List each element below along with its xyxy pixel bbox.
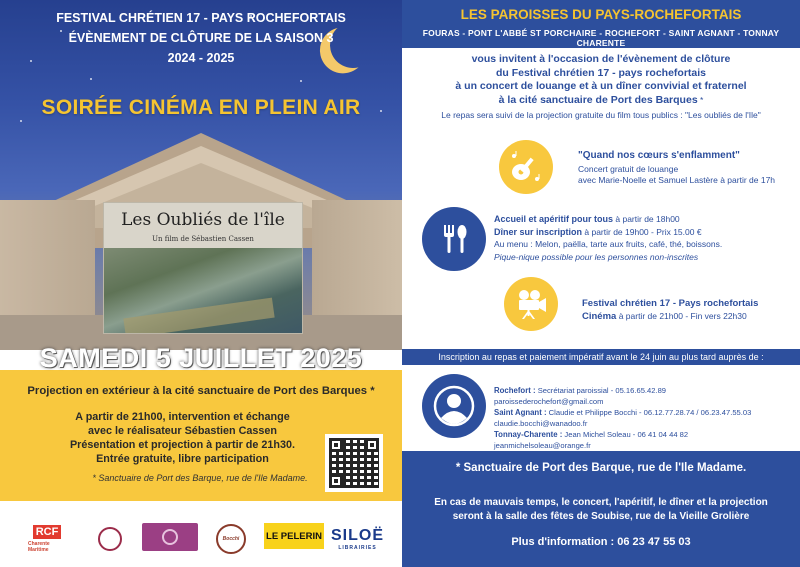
film-poster: [103, 202, 303, 334]
cinema-event: [582, 297, 800, 323]
invite-line: à un concert de louange et à un dîner convivial et fraternel: [455, 80, 747, 92]
contact-detail: Claudie et Philippe Bocchi - 06.12.77.28.74 / 06.23.47.55.03: [546, 408, 752, 417]
contact-label: Rochefort :: [494, 386, 536, 395]
address-note: * Sanctuaire de Port des Barque, rue de l'Ile Madame.: [92, 473, 308, 483]
festival-title: Festival chrétien 17 - Pays rochefortais: [582, 298, 759, 309]
concert-line: avec Marie-Noelle et Samuel Lastère à partir de 17h: [578, 175, 776, 185]
festival-header: [0, 8, 402, 68]
purple-emblem-logo: [142, 523, 198, 551]
poster-subtitle: Un film de Sébastien Cassen: [152, 235, 254, 243]
sanctuary-address: * Sanctuaire de Port des Barque, rue de l'Ile Madame.: [455, 462, 747, 474]
contact-label: Tonnay-Charente :: [494, 430, 563, 439]
cinema-time: à partir de 21h00 - Fin vers 22h30: [616, 311, 747, 321]
poster-title: Les Oubliés de l'île: [121, 210, 285, 230]
concert-title: "Quand nos cœurs s'enflamment": [578, 150, 740, 161]
sponsor-logos: [0, 501, 402, 567]
dinner-line: [494, 226, 800, 239]
projection-location: Projection en extérieur à la cité sanctuaire de Port des Barques *: [27, 385, 375, 397]
right-panel: [402, 0, 800, 567]
rcf-logo-subtext: Charente Maritime: [28, 541, 50, 553]
person-icon: [422, 374, 486, 438]
poster-landscape: [104, 248, 302, 334]
dinner-time-price: à partir de 19h00 - Prix 15.00 €: [582, 226, 702, 237]
header-line: 2024 - 2025: [167, 51, 235, 65]
invitation-text: [402, 53, 800, 107]
parishes-header: [402, 0, 800, 48]
contact-detail: Jean Michel Soleau - 06 41 04 44 82: [562, 430, 689, 439]
contact-list: [494, 385, 800, 451]
siloe-logo-text: SILOË: [330, 527, 384, 544]
concert-event: [578, 150, 800, 187]
weather-line: seront à la salle des fêtes de Soubise, rue de la Vieille Grolière: [452, 511, 750, 522]
siloe-logo: [330, 523, 385, 555]
email-rochefort[interactable]: paroissederochefort@gmail.com: [494, 397, 604, 406]
contact-label: Saint Agnant :: [494, 408, 547, 417]
detail-line: A partir de 21h00, intervention et échange: [75, 411, 290, 423]
contact-saint-agnant: [494, 407, 800, 418]
more-info-phone: Plus d'information : 06 23 47 55 03: [511, 536, 691, 548]
contact-tonnay-charente: [494, 429, 800, 440]
invite-line: vous invitent à l'occasion de l'évènement de clôture: [471, 53, 731, 65]
bad-weather-note: [402, 496, 800, 524]
cinema-label: Cinéma: [582, 311, 617, 322]
rcf-logo: [28, 523, 66, 555]
invite-line-text: à la cité sanctuaire de Port des Barques: [498, 93, 698, 106]
detail-line: Présentation et projection à partir de 21h30.: [69, 439, 295, 451]
aperitif-time: à partir de 18h00: [613, 214, 680, 224]
dinner-event: [494, 213, 800, 263]
bocchi-logo: [214, 523, 248, 555]
header-line: FESTIVAL CHRÉTIEN 17 - PAYS ROCHEFORTAIS: [56, 11, 346, 25]
film-camera-icon: [504, 277, 558, 331]
bocchi-logo-text: Bocchi: [216, 524, 246, 554]
event-date: SAMEDI 5 JUILLET 2025: [39, 343, 363, 373]
registration-banner: Inscription au repas et paiement impératif avant le 24 juin au plus tard auprès de :: [402, 349, 800, 365]
cutlery-icon: [422, 207, 486, 271]
email-tonnay-charente[interactable]: jeanmichelsoleau@orange.fr: [494, 441, 591, 450]
dinner-line: [494, 213, 800, 226]
event-title: SOIRÉE CINÉMA EN PLEIN AIR: [41, 96, 361, 119]
ship-logo: [95, 523, 125, 555]
invite-star: *: [697, 94, 704, 105]
parishes-list: FOURAS - PONT L'ABBÉ ST PORCHAIRE - ROCHEFORT - SAINT AGNANT - TONNAY CHARENTE: [422, 28, 780, 48]
contact-rochefort: [494, 385, 800, 396]
bottom-info-panel: [402, 451, 800, 567]
picnic-note: Pique-nique possible pour les personnes non-inscrites: [494, 251, 699, 262]
detail-line: avec le réalisateur Sébastien Cassen: [87, 425, 278, 437]
email-saint-agnant[interactable]: claudie.bocchi@wanadoo.fr: [494, 419, 588, 428]
dinner-label: Dîner sur inscription: [494, 226, 583, 237]
concert-line: Concert gratuit de louange: [578, 163, 679, 174]
meal-note: Le repas sera suivi de la projection gratuite du film tous publics : "Les oubliés de l'Ile": [441, 110, 761, 120]
parishes-title: LES PAROISSES DU PAYS-ROCHEFORTAIS: [460, 7, 742, 22]
detail-line: Entrée gratuite, libre participation: [96, 453, 269, 465]
aperitif-label: Accueil et apéritif pour tous: [494, 214, 614, 224]
contact-detail: Secrétariat paroissial - 05.16.65.42.89: [535, 386, 667, 395]
siloe-logo-subtext: LIBRAIRIES: [338, 545, 377, 551]
festival-label: [582, 297, 800, 310]
invite-line: du Festival chrétien 17 - pays rochefortais: [495, 66, 707, 79]
header-line: ÉVÈNEMENT DE CLÔTURE DE LA SAISON 3: [68, 31, 334, 45]
weather-line: En cas de mauvais temps, le concert, l'apéritif, le dîner et la projection: [434, 497, 768, 508]
qr-code[interactable]: [325, 434, 383, 492]
program-details: [55, 410, 310, 466]
le-pelerin-logo: LE PELERIN: [264, 523, 324, 549]
invite-line: [402, 94, 800, 108]
rcf-logo-text: RCF: [33, 525, 62, 539]
cinema-line: [582, 310, 800, 323]
guitar-icon: [499, 140, 553, 194]
dinner-menu: Au menu : Melon, paëlla, tarte aux fruits, café, thé, boissons.: [494, 239, 723, 249]
